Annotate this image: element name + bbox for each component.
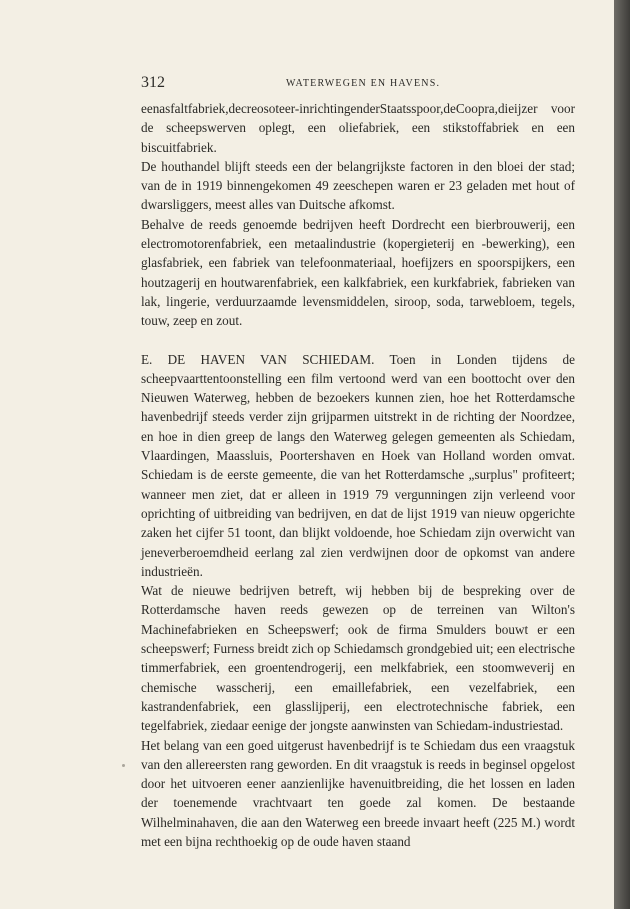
paragraph-new-businesses: Wat de nieuwe bedrijven betreft, wij hebben bij de bespreking over de Rotterdamsche haven reeds gewezen op de terreinen van Wilton's Machinefabrieken en Scheepswerf; ook de firma Smulders bouwt er een scheepswerf; Furness breidt zich op Schiedamsch grondgebied uit; een electrische timmerfabriek, een groentendrogerij, een melkfabriek, een stoomweverij en chemische wasscherij, een emaillefabriek, een vezelfabriek, een kastrandenfabriek, een glasslijperij, een electrotechnische fabriek, een tegelfabriek, ziedaar eenige der jongste aanwinsten van Schiedam-industriestad. <box>141 583 575 734</box>
page-number: 312 <box>141 74 165 91</box>
page-edge-shadow <box>614 0 630 909</box>
paragraph-harbour-expansion: Het belang van een goed uitgerust havenbedrijf is te Schiedam dus een vraagstuk van den allereersten rang geworden. En dit vraagstuk is reeds in beginsel opgelost door het uitvoeren eener aanzienlijke havenuitbreiding, die het lossen en laden der toenemende vrachtvaart ten goede zal komen. De bestaande Wilhelminahaven, die aan den Waterweg een breede invaart heeft (225 M.) wordt met een bijna rechthoekig op de oude haven staand <box>141 737 575 849</box>
paper-speck <box>122 764 125 767</box>
page-header <box>141 70 575 94</box>
body-text <box>141 99 575 851</box>
paragraph-dordrecht-industries: Behalve de reeds genoemde bedrijven heeft Dordrecht een bierbrouwerij, een electromotorenfabriek, een metaalindustrie (kopergieterij en -bewerking), een glasfabriek, een fabriek van telefoonmateriaal, hoefijzers en spoorspijkers, een houtzagerij en houtwarenfabriek, een kalkfabriek, een kurkfabriek, fabrieken van lak, lingerie, verduurzaamde levensmiddelen, siroop, soda, tarwebloem, tegels, touw, zeep en zout. <box>141 216 575 329</box>
paragraph-schiedam-harbour: E. DE HAVEN VAN SCHIEDAM. Toen in Londen tijdens de scheepvaarttentoonstelling een film vertoond werd van een boottocht over den Nieuwen Waterweg, hebben de bezoekers kunnen zien, hoe het Rotterdamsche havenbedrijf steeds verder zijn grijparmen uitstrekt in de richting der Noordzee, en hoe in dien greep de langs den Waterweg gelegen gemeenten als Schiedam, Vlaardingen, Maassluis, Poortershaven en Hoek van Holland worden omvat. Schiedam is de eerste gemeente, die van het Rotterdamsche „surplus" profiteert; wanneer men ziet, dat er alleen in 1919 79 vergunningen zijn verleend voor oprichting of uitbreiding van bedrijven, en dat de lijst 1919 van nieuw opgerichte zaken het cijfer 51 toont, dan blijkt voldoende, hoe Schiedam zijn overwicht van jeneverberoemdheid eerlang zal zien verdwijnen door de opkomst van andere industrieën. <box>141 351 575 579</box>
paragraph-timber-trade: De houthandel blijft steeds een der belangrijkste factoren in den bloei der stad; van de in 1919 binnengekomen 49 zeeschepen waren er 23 geladen met hout of dwarsliggers, meest alles van Duitsche afkomst. <box>141 158 575 213</box>
running-head: WATERWEGEN EN HAVENS. <box>286 78 441 89</box>
paragraph-factories: eenasfaltfabriek,decreosoteer-inrichtingenderStaatsspoor,deCoopra,dieijzer voor de scheepswerven oplegt, een oliefabriek, een stikstoffabriek en een biscuitfabriek. <box>141 101 575 155</box>
